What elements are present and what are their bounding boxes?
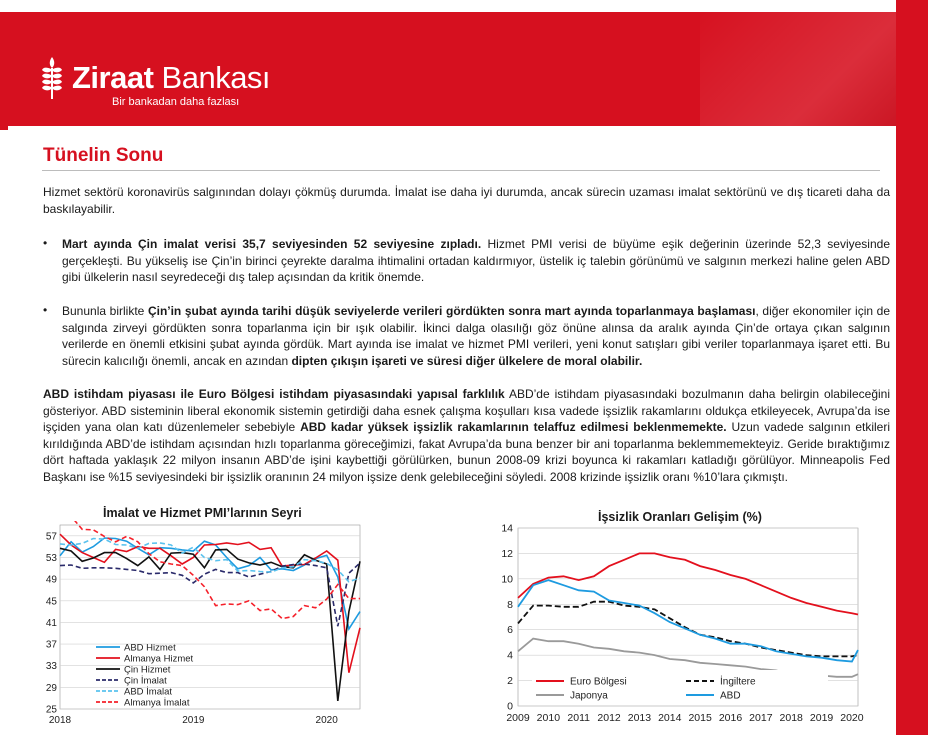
- unemployment-legend: [532, 670, 828, 702]
- legend-label: ABD Hizmet: [124, 642, 176, 654]
- employment-paragraph: ABD istihdam piyasası ile Euro Bölgesi istihdam piyasasındaki yapısal farklılık ABD’de istihdam piyasasındaki bozulmanın daha belirgin olabileceğini gösteriyor. ABD sisteminin liberal ekonomik sistemin getirdiği daha esnek çalışma koşulları kısa vadede işsizlik rakamlarını oldukça etkileyecek, Avrupa’da ise işçiden yana olan katı düzenlemeler sebebiyle ABD kadar yüksek işsizlik rakamlarının telaffuz edilmesi beklenmemekte. Uzun vadede salgının etkileri kırıldığında ABD’de istihdam açısından hızlı toparlanma göreceğimizi, fakat Avrupa’da buna benzer bir ani toparlanma beklemmemekteyiz. Geride bıraktığımız dört haftada yaklaşık 22 milyon insanın ABD’de işini kaybettiği görülürken, bunun 2008-09 krizi boyunca ki rakamları katladığı görülüyor. Minneapolis Fed Başkanı ise %15 seviyesindeki bir işsizlik oranının 24 milyon işsize denk gelebileceğini söyledi. 2008 krizinde işsizlik oranı %10’lara çıkmıştı.: [43, 387, 890, 484]
- x-tick-label: 2020: [840, 712, 864, 724]
- x-tick-label: 2018: [779, 712, 803, 724]
- y-tick-label: 12: [501, 547, 513, 560]
- y-tick-label: 0: [507, 700, 513, 713]
- legend-label: ABD: [720, 690, 741, 702]
- x-tick-label: 2011: [567, 712, 591, 724]
- pmi-chart: [38, 521, 378, 735]
- bullet-marker: •: [43, 303, 48, 317]
- bullet-paragraph-2: Bununla birlikte Çin’in şubat ayında tarihi düşük seviyelerde verileri gördükten sonra mart ayında toparlanmaya başlaması, diğer ekonomiler için de salgında zirveyi gördükten sonra toparlanma için bir ışık olabilir. İkinci dalga olasılığı göz önüne alınsa da aralık ayında Çin’de ortaya çıkan salgının verilerde en önemli etkisini şubat ayında gördük. Mart ayında ise imalat ve hizmet PMI verileri, yeni konut satışları gibi veriler toparlanmaya işaret etti. Bu sürecin kalıcılığı önemli, ancak en azından dipten çıkışın işareti ve süresi diğer ülkelere de moral olabilir.: [62, 304, 890, 368]
- x-tick-label: 2019: [182, 715, 205, 726]
- ziraat-wheat-icon: [40, 55, 64, 101]
- x-tick-label: 2014: [658, 712, 682, 724]
- bullet-paragraph-1: Mart ayında Çin imalat verisi 35,7 seviyesinden 52 seviyesine zıpladı. Hizmet PMI verisi de büyüme eşik değerinin üzerinde 52,3 seviyesinde gerçekleşti. Bu yükseliş ise Çin’in birinci çeyrekte daralma ihtimalini ortadan kaldırmıyor, üstelik iç talebin görünümü ve salgının merkezi haline gelen ABD gibi ülkelerin nasıl seyredeceği dış talep açısından da kritik önemde.: [62, 237, 890, 284]
- y-tick-label: 33: [45, 661, 57, 673]
- x-tick-label: 2013: [627, 712, 652, 724]
- y-tick-label: 41: [45, 617, 57, 629]
- y-tick-label: 25: [45, 704, 57, 716]
- unemployment-chart: [496, 522, 876, 732]
- x-tick-label: 2016: [718, 712, 743, 724]
- unemployment-chart-title: İşsizlik Oranları Gelişim (%): [598, 510, 762, 524]
- y-tick-label: 6: [507, 624, 513, 637]
- pmi-chart-title: İmalat ve Hizmet PMI’larının Seyri: [103, 506, 302, 520]
- y-tick-label: 14: [501, 522, 513, 535]
- legend-label: İngiltere: [720, 676, 756, 688]
- legend-label: Almanya İmalat: [124, 697, 190, 709]
- x-tick-label: 2012: [597, 712, 621, 724]
- y-tick-label: 37: [45, 639, 57, 651]
- legend-label: Çin İmalat: [124, 675, 167, 687]
- x-tick-label: 2020: [315, 715, 338, 726]
- legend-label: ABD İmalat: [124, 686, 173, 698]
- legend-label: Çin Hizmet: [124, 664, 171, 676]
- bullet-marker: •: [43, 236, 48, 250]
- legend-label: Japonya: [570, 690, 608, 702]
- page-title: Tünelin Sonu: [43, 145, 164, 166]
- y-tick-label: 4: [507, 649, 513, 662]
- y-tick-label: 45: [45, 596, 57, 608]
- x-tick-label: 2015: [688, 712, 712, 724]
- right-border-band: [896, 0, 928, 735]
- brand-logo: [40, 55, 270, 101]
- header-band-shade: [700, 0, 928, 130]
- brand-name: Ziraat Bankası: [72, 60, 271, 95]
- brand-tagline: Bir bankadan daha fazlası: [112, 96, 240, 108]
- x-tick-label: 2019: [809, 712, 834, 724]
- title-divider: [42, 170, 880, 171]
- legend-label: Almanya Hizmet: [124, 653, 194, 665]
- y-tick-label: 8: [507, 598, 513, 611]
- x-tick-label: 2018: [48, 715, 72, 726]
- x-tick-label: 2009: [506, 712, 530, 724]
- y-tick-label: 49: [45, 574, 57, 586]
- y-tick-label: 2: [507, 675, 513, 688]
- y-tick-label: 10: [501, 573, 513, 586]
- y-tick-label: 29: [45, 682, 57, 694]
- y-tick-label: 57: [45, 531, 57, 543]
- y-tick-label: 53: [45, 552, 57, 564]
- legend-label: Euro Bölgesi: [570, 676, 627, 688]
- intro-paragraph: Hizmet sektörü koronavirüs salgınından dolayı çökmüş durumda. İmalat ise daha iyi durumda, ancak sürecin uzaması imalat sektörünü ve dış ticareti daha da baskılayabilir.: [43, 185, 890, 216]
- x-tick-label: 2010: [536, 712, 561, 724]
- x-tick-label: 2017: [749, 712, 773, 724]
